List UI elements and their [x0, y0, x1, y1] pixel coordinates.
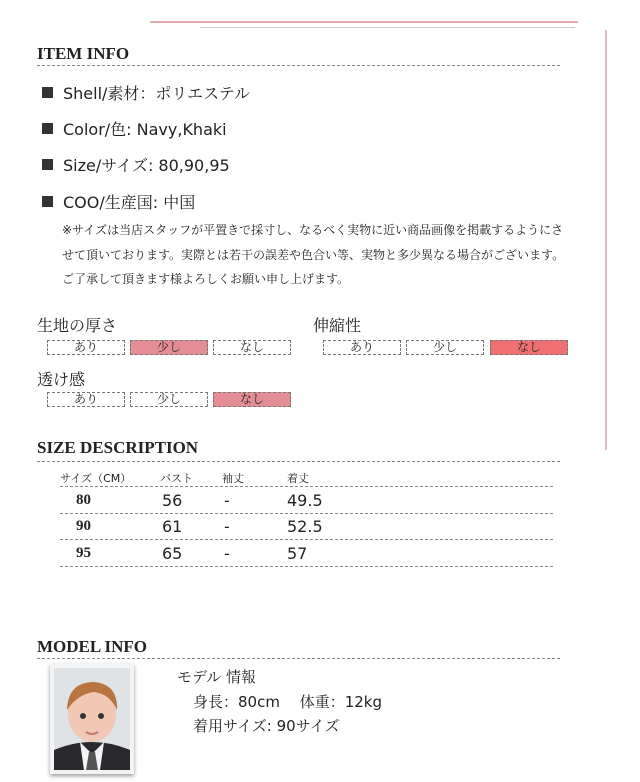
decorative-line — [200, 27, 575, 28]
item-shell — [42, 81, 250, 104]
row-size: 80 — [76, 492, 91, 508]
row-length: 57 — [287, 544, 308, 563]
stretch-label: 伸縮性 — [313, 316, 362, 335]
model-info-heading: MODEL INFO — [37, 637, 148, 656]
model-heading: モデル 情報 — [177, 668, 257, 686]
stretch-option: 少し — [406, 340, 484, 355]
row-size: 90 — [76, 518, 91, 534]
model-wearing-size: 着用サイズ: 90サイズ — [193, 717, 340, 735]
thickness-label: 生地の厚さ — [37, 316, 118, 335]
header-length: 着丈 — [287, 472, 309, 485]
header-sleeve: 袖丈 — [222, 472, 244, 485]
row-length: 49.5 — [287, 491, 323, 510]
item-text: Color/色: Navy,Khaki — [63, 120, 227, 139]
transparency-option: あり — [47, 392, 125, 407]
model-photo — [50, 664, 134, 774]
size-description-heading: SIZE DESCRIPTION — [37, 438, 199, 457]
header-bust: バスト — [160, 472, 193, 485]
decorative-vertical-line — [605, 30, 607, 450]
bullet-icon — [42, 196, 53, 207]
item-info-heading: ITEM INFO — [37, 44, 130, 63]
child-portrait-icon — [50, 664, 134, 774]
row-bust: 56 — [162, 491, 183, 510]
header-size: サイズ（CM） — [60, 472, 132, 485]
divider — [37, 658, 560, 659]
divider — [37, 65, 560, 66]
bullet-icon — [42, 159, 53, 170]
item-text: COO/生産国: 中国 — [63, 193, 196, 212]
thickness-option-selected: 少し — [130, 340, 208, 355]
transparency-label: 透け感 — [37, 370, 86, 389]
thickness-option: あり — [47, 340, 125, 355]
row-divider — [60, 486, 553, 487]
transparency-option-selected: なし — [213, 392, 291, 407]
row-divider — [60, 539, 553, 540]
row-bust: 61 — [162, 517, 183, 536]
item-coo — [42, 190, 195, 213]
model-height-weight: 身長：80cm 体重：12kg — [193, 693, 383, 711]
row-sleeve: - — [224, 544, 230, 563]
thickness-option: なし — [213, 340, 291, 355]
stretch-option-selected: なし — [490, 340, 568, 355]
row-divider — [60, 566, 553, 567]
item-size — [42, 153, 230, 176]
divider — [37, 461, 560, 462]
decorative-line — [150, 21, 578, 23]
row-sleeve: - — [224, 517, 230, 536]
bullet-icon — [42, 87, 53, 98]
stretch-option: あり — [323, 340, 401, 355]
row-length: 52.5 — [287, 517, 323, 536]
row-divider — [60, 513, 553, 514]
size-note: ※サイズは当店スタッフが平置きで採寸し、なるべく実物に近い商品画像を掲載するようにさせて頂いております。実際とは若干の誤差や色合い等、実物と多少異なる場合がございます。ご了承して頂きます様よろしくお願い申し上げます。 — [62, 223, 565, 286]
bullet-icon — [42, 123, 53, 134]
row-sleeve: - — [224, 491, 230, 510]
item-text: Size/サイズ: 80,90,95 — [63, 156, 230, 175]
row-bust: 65 — [162, 544, 183, 563]
item-color — [42, 117, 227, 140]
item-text: Shell/素材：ポリエステル — [63, 84, 250, 103]
transparency-option: 少し — [130, 392, 208, 407]
row-size: 95 — [76, 545, 91, 561]
